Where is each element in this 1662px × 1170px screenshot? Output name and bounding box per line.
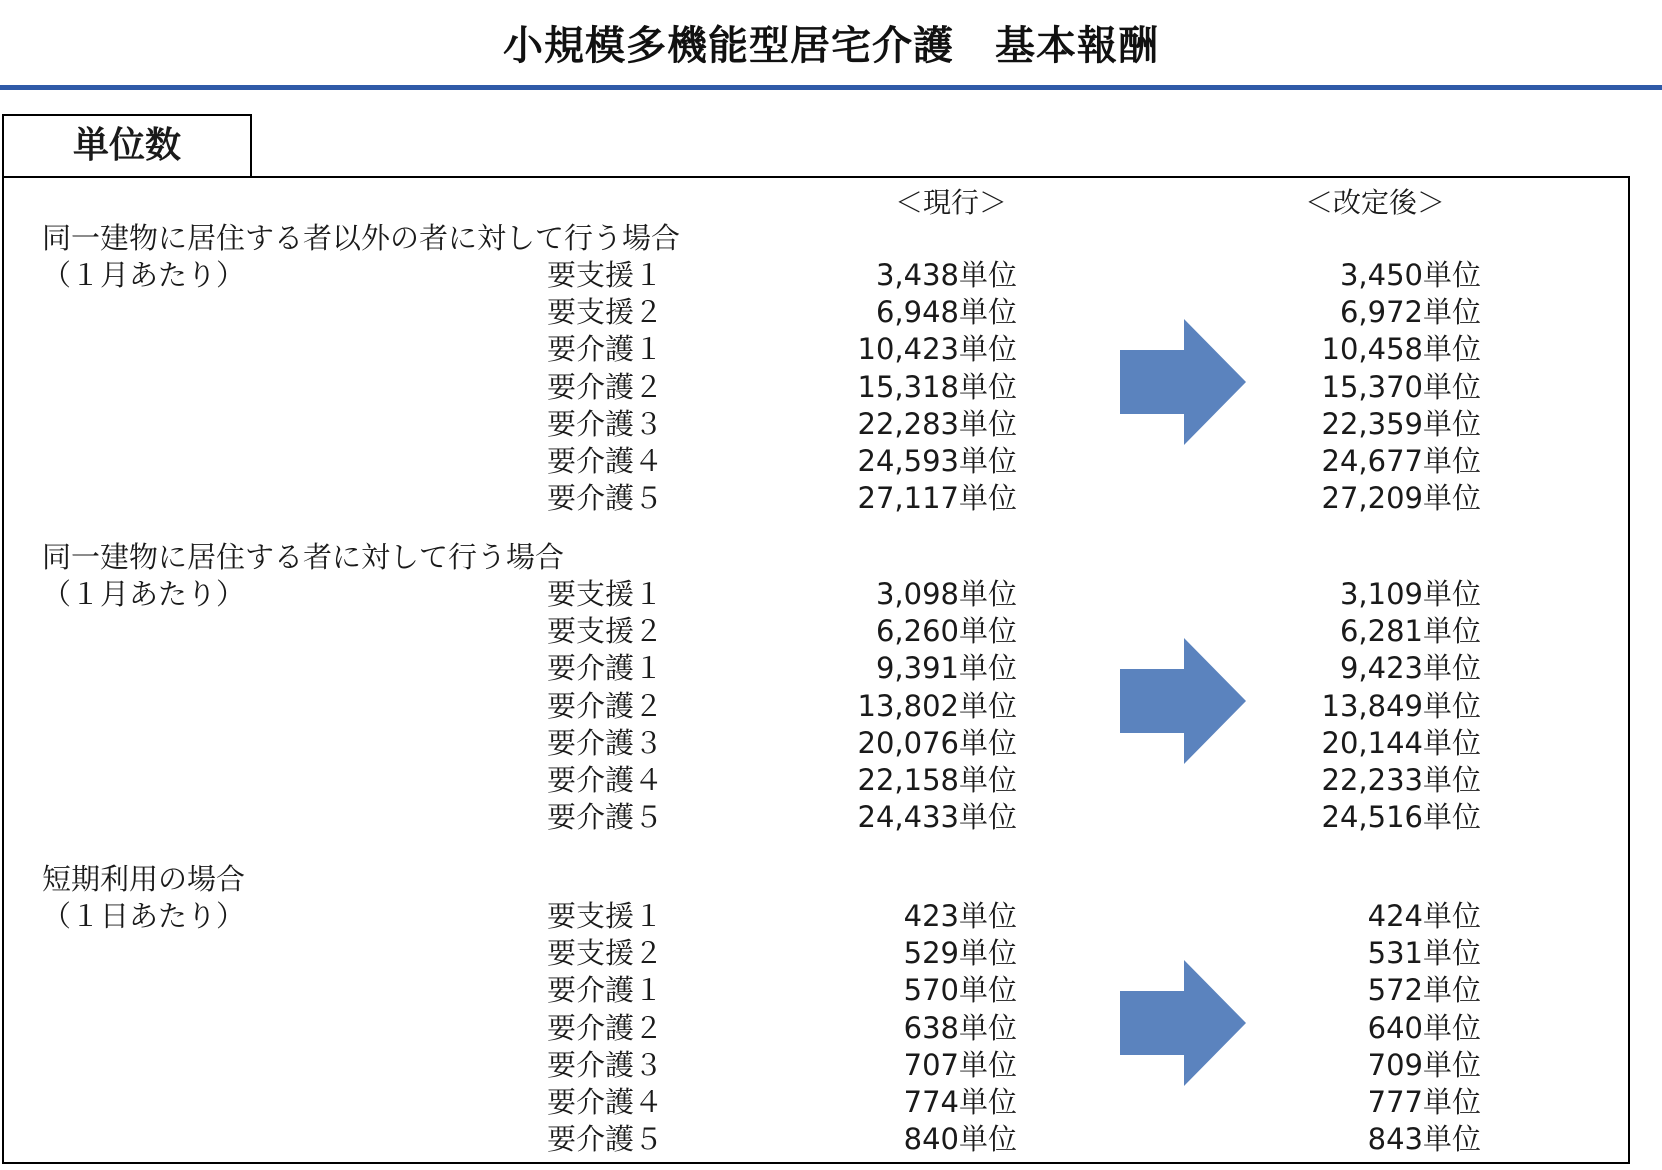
current-units: 3,098単位 — [875, 577, 1017, 611]
fee-row — [0, 443, 1662, 480]
revised-units: 709単位 — [1367, 1047, 1481, 1082]
fee-row — [0, 1010, 1662, 1047]
care-level: 要支援２ — [547, 936, 664, 971]
section-unit: （１月あたり） — [42, 577, 246, 611]
section-tab-label: 単位数 — [2, 114, 252, 176]
current-units: 22,158単位 — [857, 763, 1017, 797]
revised-units: 10,458単位 — [1321, 332, 1481, 367]
current-units: 423単位 — [903, 899, 1017, 933]
revised-units: 20,144単位 — [1321, 725, 1481, 760]
fee-row — [0, 406, 1662, 443]
care-level: 要介護１ — [547, 651, 664, 686]
fee-row — [0, 725, 1662, 762]
fee-row — [0, 799, 1662, 836]
care-level: 要支援１ — [547, 258, 664, 292]
revised-units: 572単位 — [1367, 973, 1481, 1008]
fee-row — [0, 1047, 1662, 1084]
current-units: 13,802単位 — [857, 688, 1017, 723]
fee-row — [0, 935, 1662, 972]
current-units: 638単位 — [903, 1010, 1017, 1045]
care-level: 要支援１ — [547, 899, 664, 933]
current-units: 529単位 — [903, 936, 1017, 971]
care-level: 要介護５ — [547, 1122, 664, 1157]
current-units: 3,438単位 — [875, 258, 1017, 292]
revised-units: 9,423単位 — [1339, 651, 1481, 686]
fee-row — [0, 898, 1662, 935]
revised-units: 424単位 — [1367, 899, 1481, 933]
care-level: 要介護３ — [547, 725, 664, 760]
revised-units: 6,281単位 — [1339, 614, 1481, 649]
fee-row — [0, 369, 1662, 406]
section-unit: （１月あたり） — [42, 258, 246, 292]
revised-units: 15,370単位 — [1321, 369, 1481, 404]
care-level: 要介護２ — [547, 1010, 664, 1045]
current-units: 6,260単位 — [875, 614, 1017, 649]
column-header-revised: ＜改定後＞ — [1305, 186, 1446, 219]
section-title: 短期利用の場合 — [42, 862, 246, 896]
revised-units: 22,233単位 — [1321, 763, 1481, 797]
fee-row — [0, 972, 1662, 1009]
current-units: 27,117単位 — [857, 481, 1017, 516]
fee-row — [0, 1084, 1662, 1121]
page-title: 小規模多機能型居宅介護 基本報酬 — [503, 23, 1159, 69]
care-level: 要介護５ — [547, 800, 664, 835]
fee-row — [0, 1121, 1662, 1158]
current-units: 24,593単位 — [857, 444, 1017, 478]
care-level: 要介護４ — [547, 763, 664, 797]
right-arrow-icon — [1120, 638, 1246, 764]
right-arrow-icon — [1120, 319, 1246, 445]
title-divider — [0, 85, 1662, 90]
revised-units: 24,516単位 — [1321, 800, 1481, 835]
current-units: 15,318単位 — [857, 369, 1017, 404]
fee-section — [0, 220, 1662, 527]
fee-row — [0, 762, 1662, 799]
care-level: 要介護２ — [547, 369, 664, 404]
revised-units: 640単位 — [1367, 1010, 1481, 1045]
fee-row — [0, 613, 1662, 650]
revised-units: 13,849単位 — [1321, 688, 1481, 723]
revised-units: 22,359単位 — [1321, 406, 1481, 441]
care-level: 要介護１ — [547, 973, 664, 1008]
care-level: 要介護３ — [547, 406, 664, 441]
current-units: 9,391単位 — [875, 651, 1017, 686]
revised-units: 6,972単位 — [1339, 295, 1481, 330]
fee-row — [0, 257, 1662, 294]
fee-row — [0, 331, 1662, 368]
revised-units: 3,450単位 — [1339, 258, 1481, 292]
care-level: 要支援２ — [547, 295, 664, 330]
revised-units: 843単位 — [1367, 1122, 1481, 1157]
fee-section — [0, 861, 1662, 1168]
right-arrow-icon — [1120, 960, 1246, 1086]
current-units: 6,948単位 — [875, 295, 1017, 330]
current-units: 774単位 — [903, 1085, 1017, 1119]
current-units: 840単位 — [903, 1122, 1017, 1157]
care-level: 要支援２ — [547, 614, 664, 649]
revised-units: 24,677単位 — [1321, 444, 1481, 478]
current-units: 24,433単位 — [857, 800, 1017, 835]
revised-units: 27,209単位 — [1321, 481, 1481, 516]
care-level: 要介護３ — [547, 1047, 664, 1082]
fee-row — [0, 480, 1662, 517]
revised-units: 3,109単位 — [1339, 577, 1481, 611]
care-level: 要介護４ — [547, 444, 664, 478]
current-units: 20,076単位 — [857, 725, 1017, 760]
care-level: 要介護５ — [547, 481, 664, 516]
column-header-current: ＜現行＞ — [895, 186, 1008, 219]
care-level: 要介護２ — [547, 688, 664, 723]
section-title: 同一建物に居住する者以外の者に対して行う場合 — [42, 221, 681, 255]
care-level: 要介護１ — [547, 332, 664, 367]
section-unit: （１日あたり） — [42, 899, 246, 933]
current-units: 22,283単位 — [857, 406, 1017, 441]
fee-row — [0, 688, 1662, 725]
current-units: 10,423単位 — [857, 332, 1017, 367]
fee-row — [0, 650, 1662, 687]
fee-row — [0, 576, 1662, 613]
care-level: 要介護４ — [547, 1085, 664, 1119]
revised-units: 777単位 — [1367, 1085, 1481, 1119]
revised-units: 531単位 — [1367, 936, 1481, 971]
section-title: 同一建物に居住する者に対して行う場合 — [42, 540, 565, 574]
fee-section — [0, 539, 1662, 846]
fee-row — [0, 294, 1662, 331]
care-level: 要支援１ — [547, 577, 664, 611]
current-units: 570単位 — [903, 973, 1017, 1008]
current-units: 707単位 — [903, 1047, 1017, 1082]
